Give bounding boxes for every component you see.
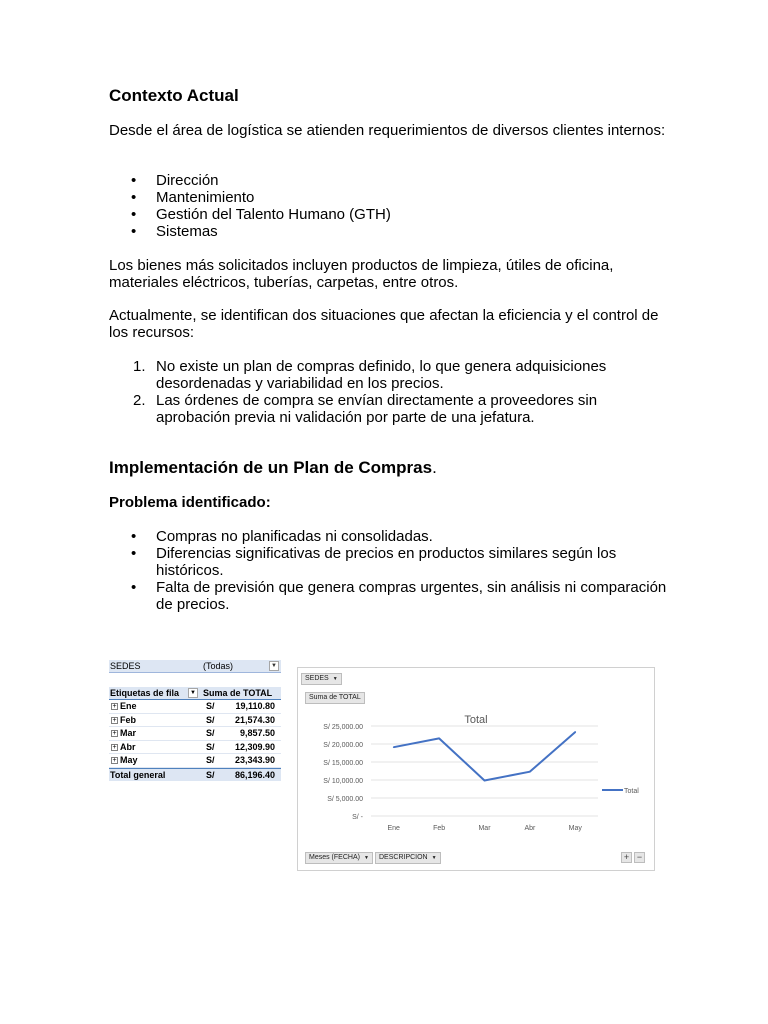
series-line-total [394, 732, 576, 781]
total-value: 86,196.40 [234, 769, 275, 780]
row-month: Ene [120, 701, 137, 711]
pivot-chart[interactable] [297, 667, 655, 871]
dropdown-arrow-icon: ▼ [332, 676, 338, 682]
x-tick-label: Mar [478, 825, 491, 832]
data-point [484, 780, 486, 782]
section-title-plan [109, 458, 437, 478]
y-tick-label: S/ - [352, 814, 363, 821]
table-row [109, 700, 281, 714]
row-month: Mar [120, 728, 137, 738]
row-value: 12,309.90 [234, 741, 275, 752]
x-tick-label: Ene [387, 825, 400, 832]
axis-button-label: DESCRIPCION [379, 854, 428, 861]
data-point [575, 731, 577, 733]
intro-paragraph: Desde el área de logística se atienden requerimientos de diversos clientes internos: [109, 122, 666, 139]
data-point [438, 738, 440, 740]
table-row [109, 741, 281, 755]
filter-dropdown-icon[interactable]: ▼ [269, 661, 279, 671]
list-item: • Dirección [109, 172, 669, 189]
zoom-out-icon[interactable]: − [634, 852, 645, 863]
list-number: 2. [133, 392, 146, 409]
pivot-total-row [109, 768, 281, 782]
chart-value-label: Suma de TOTAL [309, 694, 361, 701]
axis-button-label: Meses (FECHA) [309, 854, 360, 861]
pivot-header-row [109, 687, 281, 700]
section-title-text: Implementación de un Plan de Compras [109, 458, 433, 477]
row-currency: S/ [206, 755, 215, 765]
list-item: • Falta de previsión que genera compras urgentes, sin análisis ni comparación de precios. [109, 579, 669, 613]
data-point [393, 746, 395, 748]
list-text: Las órdenes de compra se envían directamente a proveedores sin aprobación previa ni validación por parte de una jefatura. [156, 392, 598, 426]
expand-icon[interactable]: + [112, 703, 117, 710]
row-value: 23,343.90 [234, 755, 275, 765]
table-row [109, 754, 281, 768]
situations-list [109, 358, 669, 426]
list-item: • Compras no planificadas ni consolidadas. [109, 528, 669, 545]
dropdown-arrow-icon: ▼ [431, 855, 437, 861]
chart-filter-label: SEDES [305, 675, 329, 682]
chart-axis-button-months[interactable] [305, 852, 373, 864]
x-tick-label: Feb [433, 825, 446, 832]
row-currency: S/ [206, 714, 215, 725]
y-tick-label: S/ 25,000.00 [323, 724, 363, 731]
list-item: • Diferencias significativas de precios en productos similares según los históricos. [109, 545, 669, 579]
chart-title: Total [464, 714, 488, 726]
legend-label: Total [624, 788, 639, 795]
y-tick-label: S/ 15,000.00 [323, 760, 363, 767]
problems-list [109, 528, 669, 613]
expand-icon[interactable]: + [112, 743, 117, 751]
section-title-suffix: . [432, 458, 437, 477]
pivot-filter-label: SEDES [110, 661, 141, 671]
list-item [109, 358, 669, 392]
problem-heading: Problema identificado: [109, 494, 271, 511]
x-tick-label: May [568, 825, 582, 832]
total-currency: S/ [206, 769, 215, 780]
data-point [529, 771, 531, 773]
pivot-header-sum: Suma de TOTAL [203, 688, 273, 698]
pivot-filter-row [109, 660, 281, 673]
chart-axis-button-description[interactable] [375, 852, 441, 864]
table-row [109, 727, 281, 741]
list-number: 1. [133, 358, 146, 375]
x-tick-label: Abr [524, 825, 536, 832]
zoom-in-icon[interactable]: + [621, 852, 632, 863]
section-title-contexto: Contexto Actual [109, 86, 239, 105]
row-value: 21,574.30 [234, 714, 275, 725]
goods-paragraph: Los bienes más solicitados incluyen productos de limpieza, útiles de oficina, materiales eléctricos, tuberías, carpetas, entre otros. [109, 257, 614, 291]
row-currency: S/ [206, 741, 215, 752]
list-item: • Gestión del Talento Humano (GTH) [109, 206, 669, 223]
situations-intro: Actualmente, se identifican dos situaciones que afectan la eficiencia y el control de los recursos: [109, 307, 659, 341]
y-tick-label: S/ 20,000.00 [323, 742, 363, 749]
row-filter-dropdown-icon[interactable]: ▼ [188, 688, 198, 698]
list-item: • Sistemas [109, 223, 669, 240]
row-month: Feb [120, 714, 137, 725]
table-row [109, 714, 281, 728]
pivot-header-rows: Etiquetas de fila [110, 688, 180, 698]
row-month: May [120, 755, 138, 765]
row-month: Abr [120, 741, 136, 752]
list-text: No existe un plan de compras definido, lo que genera adquisiciones desordenadas y variabilidad en los precios. [156, 358, 607, 392]
expand-icon[interactable]: + [112, 716, 117, 724]
pivot-table [109, 660, 281, 781]
expand-icon[interactable]: + [112, 730, 117, 737]
chart-value-button[interactable] [305, 692, 365, 704]
clients-list [109, 172, 669, 240]
list-item: • Mantenimiento [109, 189, 669, 206]
y-tick-label: S/ 5,000.00 [327, 796, 363, 803]
row-currency: S/ [206, 728, 215, 738]
total-label: Total general [110, 769, 166, 780]
chart-filter-button[interactable] [301, 673, 342, 685]
expand-icon[interactable]: + [112, 757, 117, 764]
row-value: 9,857.50 [239, 728, 275, 738]
pivot-filter-value: (Todas) [203, 661, 234, 671]
row-value: 19,110.80 [235, 701, 275, 711]
y-tick-label: S/ 10,000.00 [323, 778, 363, 785]
dropdown-arrow-icon: ▼ [363, 855, 369, 861]
list-item [109, 392, 669, 426]
row-currency: S/ [206, 701, 215, 711]
